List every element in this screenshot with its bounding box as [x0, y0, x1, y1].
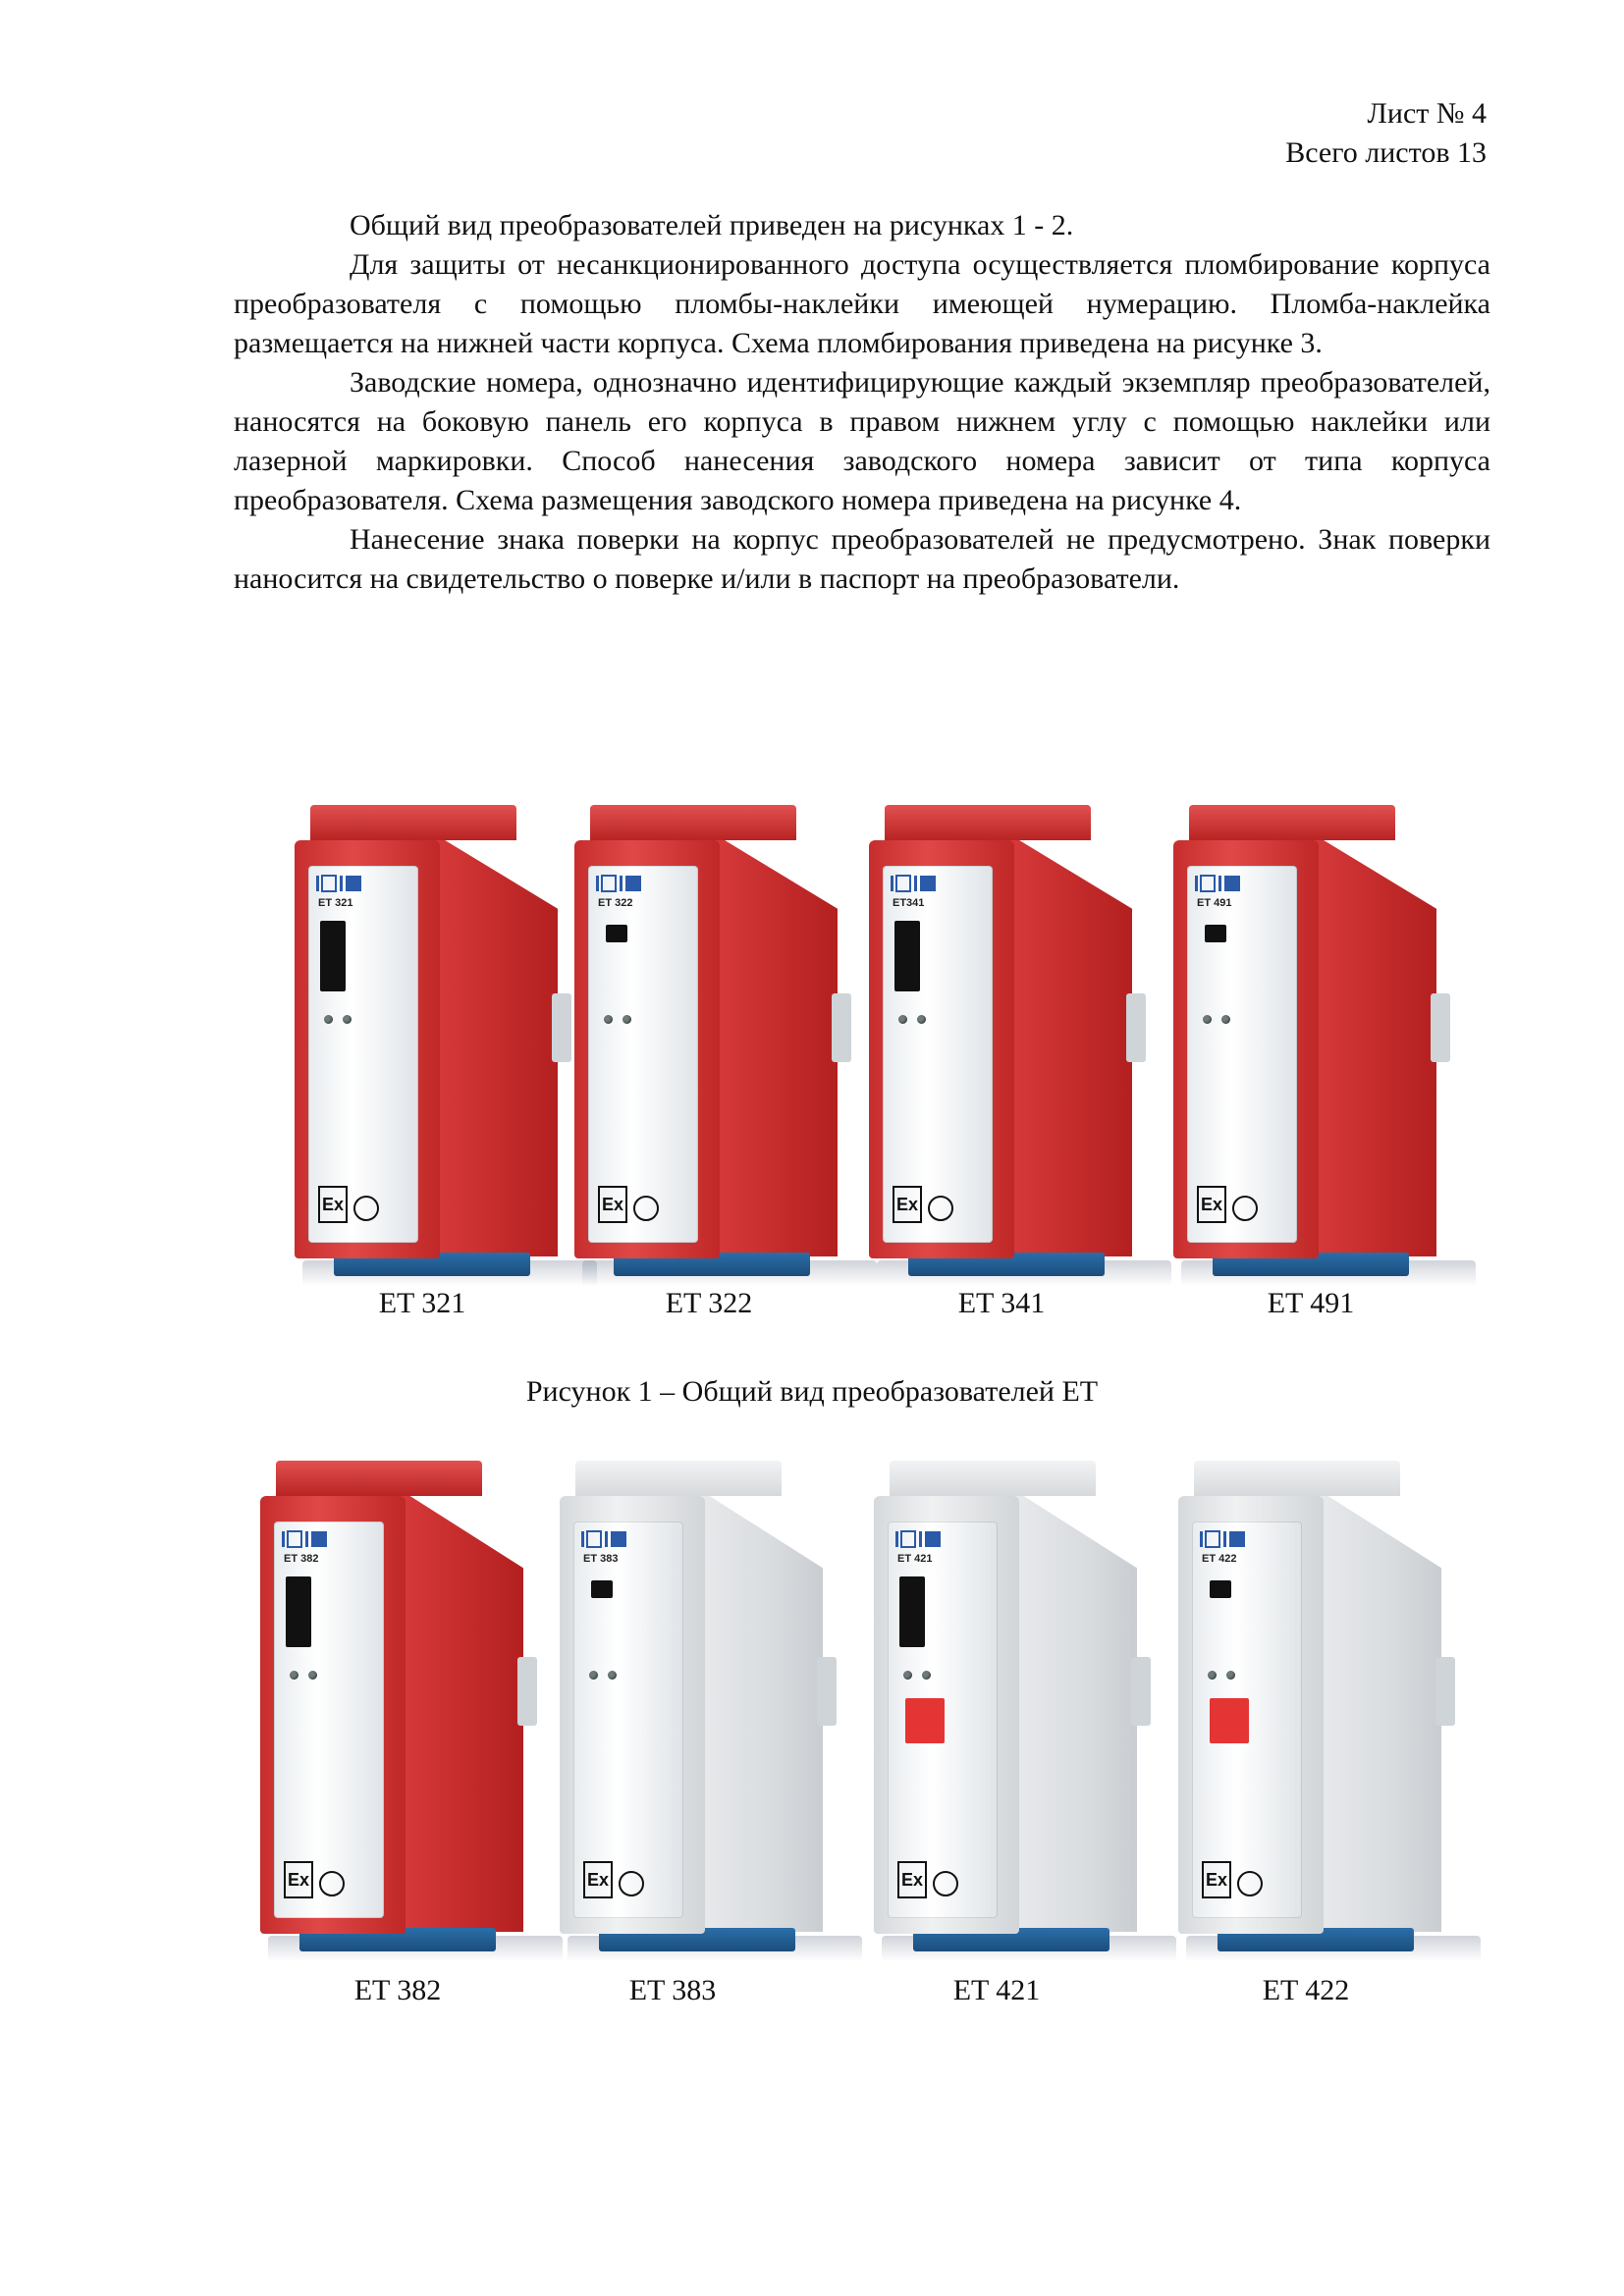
ex-mark: Ex	[318, 1186, 348, 1223]
device-fig2-4	[1178, 1461, 1463, 1951]
ex-mark: Ex	[897, 1861, 927, 1898]
body-text	[234, 206, 1490, 599]
ex-mark: Ex	[598, 1186, 627, 1223]
device-fig1-4	[1173, 805, 1458, 1276]
device-fig1-2	[574, 805, 859, 1276]
ex-mark: Ex	[1197, 1186, 1226, 1223]
elemer-logo-icon	[282, 1529, 341, 1549]
device-fig2-1	[260, 1461, 545, 1951]
device-label-fig1-3: ET 341	[957, 1287, 1046, 1319]
figure-1-devices	[0, 805, 1624, 1319]
paragraph-4: Нанесение знака поверки на корпус преобразователей не предусмотрено. Знак поверки наносится на свидетельство о поверке и/или в паспорт на преобразователи.	[234, 523, 1490, 595]
device-label-fig2-4: ET 422	[1262, 1974, 1350, 2006]
device-model-label: ET 422	[1202, 1553, 1237, 1565]
device-model-label: ET 421	[897, 1553, 933, 1565]
ex-mark: Ex	[583, 1861, 613, 1898]
sheet-total: Всего листов 13	[1285, 136, 1487, 169]
device-model-label: ET 491	[1197, 897, 1232, 909]
figure-2-devices	[0, 1461, 1624, 2006]
elemer-logo-icon	[581, 1529, 640, 1549]
device-fig1-3	[869, 805, 1154, 1276]
device-label-fig1-4: ET 491	[1267, 1287, 1355, 1319]
paragraph-1: Общий вид преобразователей приведен на рисунках 1 - 2.	[350, 209, 1074, 241]
paragraph-3: Заводские номера, однозначно идентифицирующие каждый экземпляр преобразователей, наносятся на боковую панель его корпуса в правом нижнем углу с помощью наклейки или лазерной маркировки. Способ нанесения заводского номера зависит от типа корпуса преобразователя. Схема размещения заводского номера приведена на рисунке 4.	[234, 366, 1490, 516]
device-label-fig2-1: ET 382	[353, 1974, 442, 2006]
elemer-logo-icon	[1200, 1529, 1259, 1549]
device-model-label: ET 382	[284, 1553, 319, 1565]
paragraph-2: Для защиты от несанкционированного доступа осуществляется пломбирование корпуса преобразователя с помощью пломбы-наклейки имеющей нумерацию. Пломба-наклейка размещается на нижней части корпуса. Схема пломбирования приведена на рисунке 3.	[234, 248, 1490, 359]
elemer-logo-icon	[596, 874, 655, 893]
device-label-fig1-1: ET 321	[378, 1287, 466, 1319]
page-header	[1285, 94, 1487, 173]
device-model-label: ET 383	[583, 1553, 619, 1565]
device-label-fig1-2: ET 322	[665, 1287, 753, 1319]
device-fig2-3	[874, 1461, 1159, 1951]
device-fig2-2	[560, 1461, 844, 1951]
ex-mark: Ex	[1202, 1861, 1231, 1898]
elemer-logo-icon	[895, 1529, 954, 1549]
ex-mark: Ex	[284, 1861, 313, 1898]
elemer-logo-icon	[316, 874, 375, 893]
device-model-label: ET341	[893, 897, 925, 909]
figure-1-caption: Рисунок 1 – Общий вид преобразователей ЕТ	[525, 1375, 1099, 1408]
device-label-fig2-3: ET 421	[952, 1974, 1041, 2006]
device-model-label: ET 321	[318, 897, 353, 909]
ex-mark: Ex	[893, 1186, 922, 1223]
device-label-fig2-2: ET 383	[628, 1974, 717, 2006]
device-model-label: ET 322	[598, 897, 633, 909]
elemer-logo-icon	[1195, 874, 1254, 893]
elemer-logo-icon	[891, 874, 949, 893]
device-fig1-1	[295, 805, 579, 1276]
sheet-number: Лист № 4	[1367, 97, 1487, 130]
